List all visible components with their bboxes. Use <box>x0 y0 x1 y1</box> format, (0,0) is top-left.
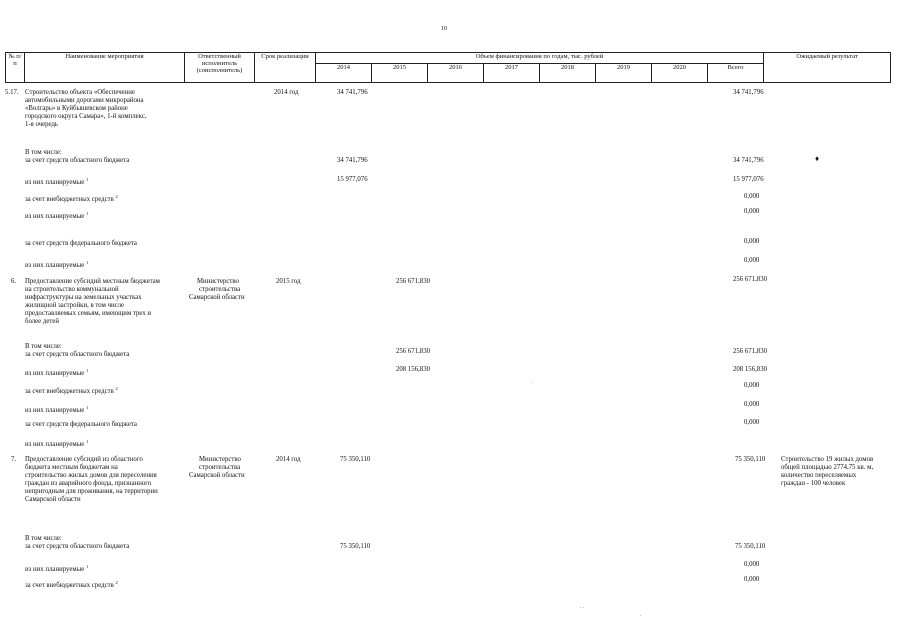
value-total: 0,000 <box>744 257 760 264</box>
value-total: 0,000 <box>744 401 760 408</box>
row-number: 5.17. <box>5 89 19 96</box>
value-total: 75 350,110 <box>735 456 766 463</box>
header-table <box>5 52 891 83</box>
value-total: 75 350,110 <box>735 543 766 550</box>
row-name-line: бюджета местным бюджетам на <box>25 464 118 471</box>
year-header-2020: 2020 <box>652 64 708 83</box>
value-2015: 256 671,830 <box>396 278 430 285</box>
col-funding-header: Объем финансирования по годам, тыс. рублей <box>316 53 764 64</box>
value-total: 0,000 <box>744 576 760 583</box>
year-header-2019: 2019 <box>596 64 652 83</box>
row-period: 2015 год <box>276 278 301 285</box>
scan-speck: · <box>640 614 642 619</box>
ink-mark: ♦ <box>815 154 820 163</box>
value-2014: 15 977,076 <box>337 176 368 183</box>
value-total: 0,000 <box>744 561 760 568</box>
row-name-line: предоставляемых семьям, имеющим трех и <box>25 310 152 317</box>
row-name-line: Предоставление субсидий местным бюджетам <box>25 278 160 285</box>
value-2014: 34 741,796 <box>337 89 368 96</box>
result-line: общей площадью 2774,75 кв. м, <box>781 464 874 471</box>
value-total: 15 977,076 <box>733 176 764 183</box>
year-header-2018: 2018 <box>540 64 596 83</box>
value-total: 0,000 <box>744 193 760 200</box>
subrow-label: из них планируемые $^1$ <box>25 368 89 377</box>
row-name-line: Предоставление субсидий из областного <box>25 456 143 463</box>
row-period: 2014 год <box>276 456 301 463</box>
subrow-label: за счет внебюджетных средств $^2$ <box>25 194 118 203</box>
executor-line: Самарской области <box>189 294 245 301</box>
value-2015: 256 671,830 <box>396 348 430 355</box>
row-period: 2014 год <box>274 89 299 96</box>
result-line: количество переселяемых <box>781 472 857 479</box>
value-total: 34 741,796 <box>733 89 764 96</box>
value-total: 34 741,796 <box>733 157 764 164</box>
subrow-label: В том числе: <box>25 535 62 542</box>
executor-line: Самарской области <box>189 472 245 479</box>
value-2014: 75 350,110 <box>340 543 371 550</box>
row-name-line: автомобильными дорогами микрорайона <box>25 97 144 104</box>
col-name-header: Наименование мероприятия <box>25 53 185 83</box>
executor-line: строительства <box>199 464 241 471</box>
value-total: 0,000 <box>744 238 760 245</box>
value-total: 0,000 <box>744 208 760 215</box>
subrow-label: В том числе: <box>25 149 62 156</box>
subrow-label: за счет средств областного бюджета <box>25 157 130 164</box>
year-header-total: Всего <box>708 64 764 83</box>
row-name-line: жилищной застройки, в том числе <box>25 302 125 309</box>
subrow-label: за счет средств федерального бюджета <box>25 421 137 428</box>
value-total: 0,000 <box>744 419 760 426</box>
subrow-label: из них планируемые $^1$ <box>25 177 89 186</box>
year-header-2014: 2014 <box>316 64 372 83</box>
row-name-line: на строительство коммунальной <box>25 286 119 293</box>
row-name-line: городского округа Самара», 1-й комплекс, <box>25 113 147 120</box>
executor-line: Министерство <box>199 456 241 463</box>
value-2014: 75 350,110 <box>340 456 371 463</box>
row-name-line: Строительство объекта «Обеспечение <box>25 89 135 96</box>
subrow-label: за счет средств областного бюджета <box>25 351 130 358</box>
col-result-header: Ожидаемый результат <box>764 53 891 83</box>
executor-line: Министерство <box>197 278 239 285</box>
value-total: 256 671,830 <box>733 348 767 355</box>
year-header-2015: 2015 <box>372 64 428 83</box>
subrow-label: за счет внебюджетных средств $^2$ <box>25 580 118 589</box>
value-total: 208 156,830 <box>733 366 767 373</box>
result-line: граждан - 100 человек <box>781 480 846 487</box>
col-num-header: № п/п <box>6 53 25 83</box>
value-2015: 208 156,830 <box>396 366 430 373</box>
value-total: 256 671,830 <box>733 276 767 283</box>
row-name-line: Самарской области <box>25 496 81 503</box>
subrow-label: за счет средств областного бюджета <box>25 543 130 550</box>
subrow-label: из них планируемые $^1$ <box>25 211 89 220</box>
row-number: 6. <box>11 278 17 285</box>
value-total: 0,000 <box>744 382 760 389</box>
row-name-line: строительство жилых домов для переселения <box>25 472 157 479</box>
col-executor-header: Ответственный исполнитель (соисполнитель) <box>185 53 255 83</box>
row-name-line: граждан из аварийного фонда, признанного <box>25 480 152 487</box>
result-line: Строительство 19 жилых домов <box>781 456 874 463</box>
row-number: 7. <box>11 456 17 463</box>
subrow-label: за счет средств федерального бюджета <box>25 240 137 247</box>
subrow-label: из них планируемые $^1$ <box>25 405 89 414</box>
row-name-line: более детей <box>25 318 59 325</box>
scan-speck: · · <box>580 606 585 611</box>
col-period-header: Срок реализации <box>255 53 316 83</box>
row-name-line: инфраструктуры на земельных участках <box>25 294 142 301</box>
subrow-label: В том числе: <box>25 343 62 350</box>
year-header-2017: 2017 <box>484 64 540 83</box>
subrow-label: из них планируемые $^1$ <box>25 564 89 573</box>
scan-speck: · <box>532 381 534 386</box>
row-name-line: 1-я очередь <box>25 121 59 128</box>
page-number: 10 <box>441 26 447 32</box>
row-name-line: «Волгарь» в Куйбышевском районе <box>25 105 128 112</box>
subrow-label: за счет внебюджетных средств $^2$ <box>25 386 118 395</box>
subrow-label: из них планируемые $^1$ <box>25 260 89 269</box>
year-header-2016: 2016 <box>428 64 484 83</box>
executor-line: строительства <box>199 286 241 293</box>
row-name-line: непригодным для проживания, на территории <box>25 488 158 495</box>
value-2014: 34 741,796 <box>337 157 368 164</box>
subrow-label: из них планируемые $^1$ <box>25 439 89 448</box>
